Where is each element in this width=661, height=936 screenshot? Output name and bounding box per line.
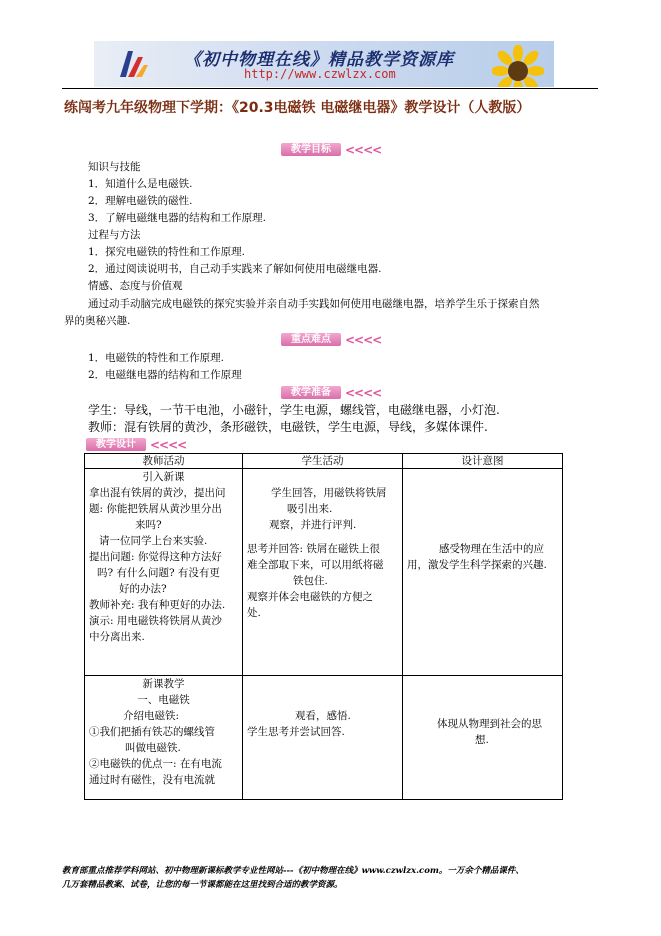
page-footer: [62, 864, 602, 892]
section-heading-design: [86, 438, 186, 451]
section-heading-key-points: [281, 333, 381, 346]
section-label: 教学准备: [281, 386, 341, 399]
chevrons-icon: <<<<: [345, 142, 382, 157]
section-label: 教学设计: [86, 438, 146, 451]
cell-line: 难全部取下来，可以用纸将磁: [247, 559, 384, 571]
column-header: 学生活动: [243, 454, 403, 469]
design-intent-cell: [403, 469, 563, 676]
cell-line: 处.: [247, 607, 261, 619]
sunflower-icon: [492, 45, 544, 87]
list-item: 1．电磁铁的特性和工作原理.: [88, 352, 225, 364]
section-label: 重点难点: [281, 333, 341, 346]
cell-line: 观察并体会电磁铁的方便之: [247, 591, 373, 603]
table-header-row: [85, 454, 563, 469]
lesson-design-table: [84, 453, 563, 800]
chevrons-icon: <<<<: [345, 385, 382, 400]
cell-line: 观察，并进行评判.: [269, 519, 357, 531]
student-activity-cell: [243, 676, 403, 800]
table-row: [85, 676, 563, 800]
design-intent-cell: [403, 676, 563, 800]
column-header: 设计意图: [403, 454, 563, 469]
chevrons-icon: <<<<: [345, 332, 382, 347]
student-activity-cell: [243, 469, 403, 676]
section-heading-objectives: [281, 143, 381, 156]
list-item: 1．探究电磁铁的特性和工作原理.: [88, 246, 246, 258]
section-label: 教学目标: [281, 143, 341, 156]
teacher-activity-cell: [85, 469, 243, 676]
cell-line: 学生思考并尝试回答.: [247, 726, 345, 738]
list-item: 2．理解电磁铁的磁性.: [88, 195, 193, 207]
cell-line: 通过时有磁性，没有电流就: [89, 774, 215, 786]
table-row: [85, 469, 563, 676]
chevrons-icon: <<<<: [150, 437, 187, 452]
column-header: 教师活动: [85, 454, 243, 469]
emotion-heading: 情感、态度与价值观: [88, 280, 183, 292]
site-url[interactable]: http://www.czwlzx.com: [244, 67, 396, 81]
cell-line: 用，激发学生科学探索的兴趣.: [407, 559, 547, 571]
teacher-activity-cell: [85, 676, 243, 800]
footer-line: 教育部重点推荐学科网站、初中物理新课标教学专业性网站---《初中物理在线》www.czwlzx.com。一万余个精品课件、: [62, 866, 524, 876]
emotion-text-line1: 通过动手动脑完成电磁铁的探究实验并亲自动手实践如何使用电磁继电器，培养学生乐于探索自然: [88, 298, 540, 310]
section-heading-preparation: [281, 386, 381, 399]
cell-line: 新课教学: [142, 678, 185, 690]
cell-line: ①我们把插有铁芯的螺线管: [89, 726, 215, 738]
cell-line: 叫做电磁铁.: [125, 742, 181, 754]
cell-line: 教师补充: 我有种更好的办法.: [89, 599, 226, 611]
cell-line: 吗? 有什么问题? 有没有更: [97, 567, 220, 579]
cell-line: 一、电磁铁: [137, 694, 190, 706]
list-item: 2．电磁继电器的结构和工作原理: [88, 369, 242, 381]
cell-line: 中分离出来.: [89, 631, 145, 643]
cell-line: 请一位同学上台来实验.: [99, 535, 208, 547]
cell-line: 演示: 用电磁铁将铁屑从黄沙: [89, 615, 222, 627]
site-logo-icon: [116, 47, 150, 81]
teacher-materials: 教师：混有铁屑的黄沙，条形磁铁，电磁铁，学生电源，导线，多媒体课件.: [88, 420, 488, 434]
cell-line: 好的办法?: [119, 583, 167, 595]
cell-line: 介绍电磁铁:: [123, 710, 180, 722]
cell-line: 提出问题: 你觉得这种方法好: [89, 551, 222, 563]
process-heading: 过程与方法: [88, 229, 141, 241]
list-item: 3．了解电磁继电器的结构和工作原理.: [88, 212, 267, 224]
footer-line: 几万套精品教案、试卷，让您的每一节课都能在这里找到合适的教学资源。: [62, 880, 343, 890]
cell-line: 拿出混有铁屑的黄沙，提出问: [89, 487, 226, 499]
cell-line: ②电磁铁的优点一: 在有电流: [89, 758, 222, 770]
cell-line: 吸引出来.: [287, 503, 333, 515]
cell-line: 体现从物理到社会的思: [437, 718, 542, 730]
student-materials: 学生：导线，一节干电池，小磁针，学生电源，螺线管，电磁继电器，小灯泡.: [88, 403, 500, 417]
site-name: 《初中物理在线》精品教学资源库: [184, 50, 454, 70]
cell-line: 题: 你能把铁屑从黄沙里分出: [89, 503, 222, 515]
emotion-text-line2: 界的奥秘兴趣.: [64, 315, 131, 327]
list-item: 1．知道什么是电磁铁.: [88, 178, 193, 190]
cell-line: 铁包住.: [293, 575, 328, 587]
page-title: 练闯考九年级物理下学期：《20.3电磁铁 电磁继电器》教学设计（人教版）: [64, 100, 531, 116]
cell-line: 感受物理在生活中的应: [439, 543, 544, 555]
knowledge-heading: 知识与技能: [88, 161, 141, 173]
list-item: 2．通过阅读说明书，自己动手实践来了解如何使用电磁继电器.: [88, 263, 382, 275]
cell-line: 观看，感悟.: [295, 710, 351, 722]
header-rule: [62, 88, 598, 89]
cell-line: 引入新课: [142, 471, 185, 483]
cell-line: 想.: [475, 734, 489, 746]
cell-line: 来吗?: [135, 519, 162, 531]
cell-line: 思考并回答: 铁屑在磁铁上很: [247, 543, 380, 555]
site-banner: [94, 41, 554, 87]
cell-line: 学生回答，用磁铁将铁屑: [271, 487, 387, 499]
